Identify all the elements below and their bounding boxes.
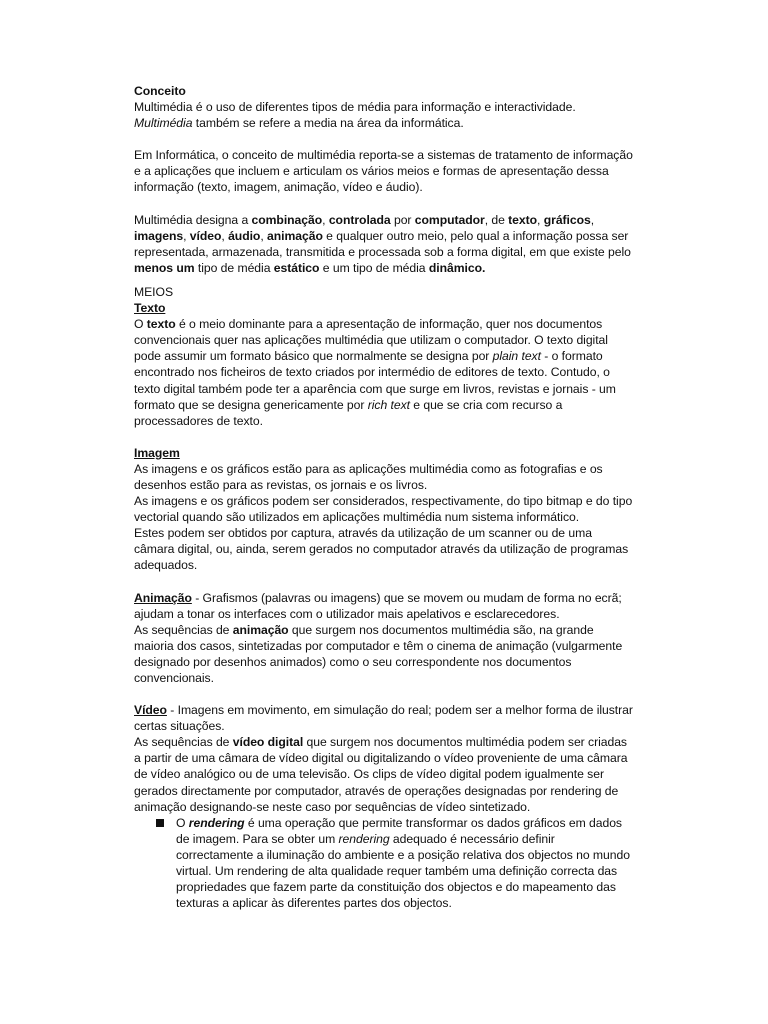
- conceito-line-2-rest: também se refere a media na área da informática.: [192, 116, 464, 131]
- designa-text-6: ,: [590, 212, 595, 227]
- term-menos-um: menos um: [134, 260, 195, 275]
- imagem-paragraph-1: As imagens e os gráficos estão para as aplicações multimédia como as fotografias e os desenhos estão para as revistas, os jornais e os livros.: [134, 461, 603, 492]
- bullet-text-1: O: [176, 815, 189, 830]
- bullet-text-3: adequado é necessário definir correctamente a iluminação do ambiente e a posição relativa dos objectos no mundo virtual. Um rendering de alta qualidade requer também uma definição correcta das propriedades que fazem parte da constituição dos objectos e do mapeamento das texturas a aplicar às diferentes partes dos objectos.: [176, 831, 630, 911]
- video-heading: Vídeo: [134, 703, 167, 718]
- term-rendering-bold: rendering: [188, 815, 245, 830]
- term-rich-text: rich text: [367, 397, 410, 412]
- animacao-paragraph-2: [134, 622, 634, 686]
- rendering-bullet-text: [176, 815, 634, 912]
- multimedia-emphasis: Multimédia: [134, 116, 193, 131]
- video-text-2: As sequências de: [134, 735, 233, 750]
- texto-text-2: é o meio dominante para a apresentação de informação, quer nos documentos convencionais quer nas aplicações multimédia que utilizam o computador. O texto digital pode assumir um formato básico que normalmente se designa por: [134, 317, 608, 364]
- term-video: vídeo: [189, 228, 222, 243]
- imagem-paragraph-2: As imagens e os gráficos podem ser considerados, respectivamente, do tipo bitmap e do tipo vectorial quando são utilizados em aplicações multimédia num sistema informático.: [134, 494, 633, 525]
- document-body: [134, 83, 634, 911]
- bullet-text-2: é uma operação que permite transformar os dados gráficos em dados de imagem. Para se obter um: [176, 815, 622, 846]
- term-combinacao: combinação: [251, 212, 323, 227]
- video-text-1: - Imagens em movimento, em simulação do real; podem ser a melhor forma de ilustrar certas situações.: [134, 703, 633, 734]
- designa-text-2: ,: [322, 212, 329, 227]
- texto-text-3: - o formato encontrado nos ficheiros de texto criados por intermédio de editores de texto. Contudo, o texto digital também pode ter a aparência com que surge em livros, revistas e jornais - um formato que se designa genericamente por: [134, 349, 616, 412]
- designa-text-12: e um tipo de média: [319, 260, 429, 275]
- term-animacao: animação: [267, 228, 323, 243]
- term-video-digital: vídeo digital: [232, 735, 304, 750]
- term-audio: áudio: [228, 228, 261, 243]
- imagem-heading: Imagem: [134, 445, 180, 460]
- informatica-paragraph: Em Informática, o conceito de multimédia reporta-se a sistemas de tratamento de informação e a aplicações que incluem e articulam os vários meios e formas de apresentação dessa informação (texto, imagem, animação, vídeo e áudio).: [134, 148, 633, 195]
- designa-paragraph: [134, 212, 634, 276]
- video-text-3: que surgem nos documentos multimédia podem ser criadas a partir de uma câmara de vídeo digital ou digitalizando o vídeo proveniente de uma câmara de vídeo analógico ou de uma televisão. Os clips de vídeo digital podem igualmente ser gerados directamente por computador, através de operações designadas por rendering de animação designando-se neste caso por sequências de vídeo sintetizado.: [134, 735, 628, 814]
- designa-text-3: por: [390, 212, 415, 227]
- term-controlada: controlada: [328, 212, 391, 227]
- term-graficos: gráficos: [543, 212, 591, 227]
- imagem-paragraph-3: Estes podem ser obtidos por captura, através da utilização de um scanner ou de uma câmara digital, ou, ainda, serem gerados no computador através da utilização de programas adequados.: [134, 526, 629, 573]
- animacao-paragraph-1: [134, 590, 634, 622]
- conceito-line-2: [134, 115, 634, 131]
- conceito-line-1: Multimédia é o uso de diferentes tipos de média para informação e interactividade.: [134, 100, 576, 115]
- rendering-bullet-item: [156, 815, 634, 912]
- designa-text-7: ,: [183, 228, 190, 243]
- term-plain-text: plain text: [492, 349, 541, 364]
- meios-label: MEIOS: [134, 284, 174, 299]
- texto-heading: Texto: [134, 301, 166, 316]
- video-paragraph-2: [134, 734, 634, 814]
- designa-text-9: ,: [260, 228, 268, 243]
- video-paragraph-1: [134, 702, 634, 734]
- designa-text-4: , de: [484, 212, 509, 227]
- term-dinamico: dinâmico.: [428, 260, 486, 275]
- term-texto-bold: texto: [146, 317, 176, 332]
- texto-paragraph: [134, 316, 634, 429]
- designa-text-11: tipo de média: [194, 260, 274, 275]
- square-bullet-icon: [156, 819, 164, 827]
- animacao-text-2: As sequências de: [134, 622, 233, 637]
- texto-text-4: e que se cria com recurso a processadores de texto.: [134, 397, 563, 428]
- animacao-heading: Animação: [134, 590, 192, 605]
- term-imagens: imagens: [134, 228, 184, 243]
- designa-text-5: ,: [537, 212, 544, 227]
- term-computador: computador: [414, 212, 485, 227]
- designa-text-8: ,: [221, 228, 229, 243]
- texto-text-1: O: [134, 317, 147, 332]
- term-animacao-bold: animação: [232, 622, 289, 637]
- term-texto: texto: [508, 212, 538, 227]
- term-rendering-italic: rendering: [338, 831, 390, 846]
- term-estatico: estático: [273, 260, 320, 275]
- animacao-text-3: que surgem nos documentos multimédia são, na grande maioria dos casos, sintetizadas por computador e têm o cinema de animação (vulgarmente designado por desenhos animados) como o seu correspondente nos documentos convencionais.: [134, 622, 623, 685]
- animacao-text-1: - Grafismos (palavras ou imagens) que se movem ou mudam de forma no ecrã; ajudam a tonar os interfaces com o utilizador mais apelativos e esclarecedores.: [134, 590, 622, 621]
- designa-text-1: Multimédia designa a: [134, 212, 252, 227]
- designa-text-10: e qualquer outro meio, pelo qual a informação possa ser representada, armazenada, transmitida e processada sob a forma digital, em que existe pelo: [134, 228, 631, 259]
- conceito-heading: Conceito: [134, 84, 186, 98]
